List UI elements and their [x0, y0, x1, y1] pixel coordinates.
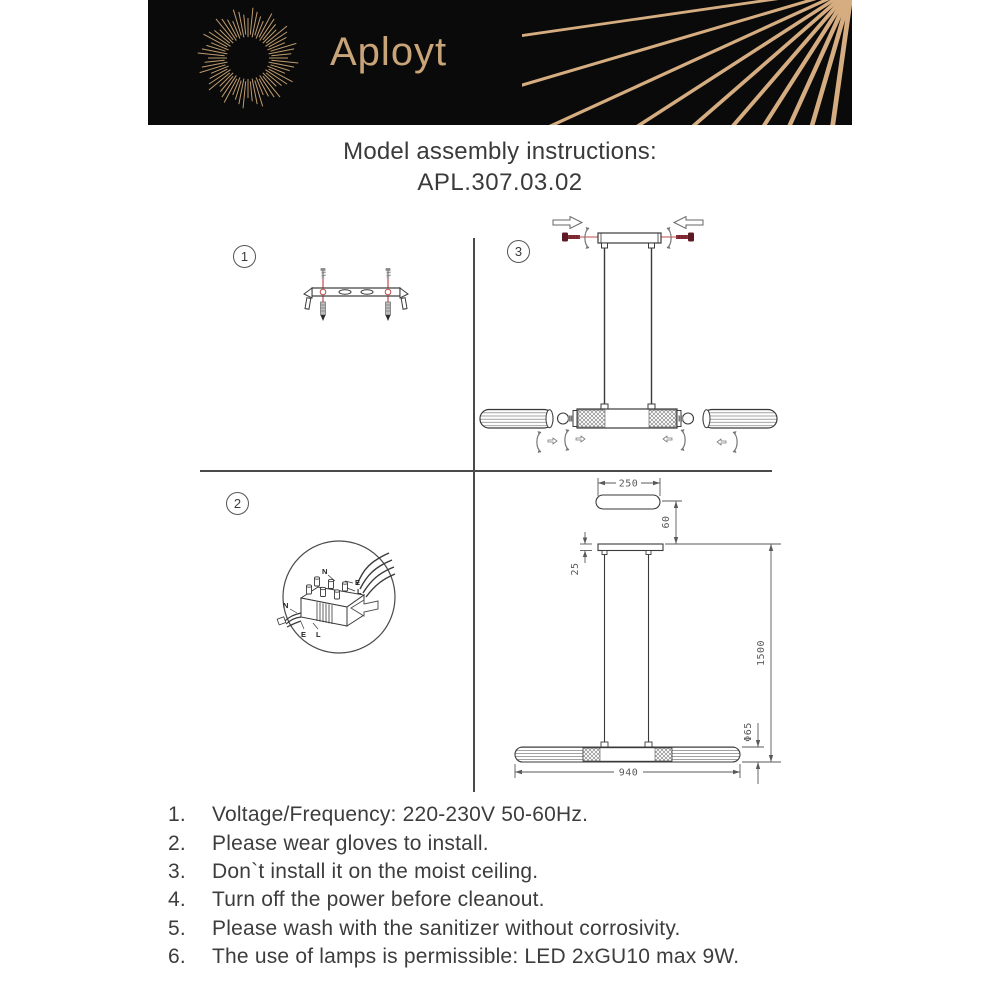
item-number: 1. [168, 803, 186, 827]
step1-mounting-bracket-diagram [300, 258, 420, 330]
right-shade [703, 410, 777, 429]
dim-canopy-offset: 60 [661, 515, 672, 529]
step-1-badge [233, 245, 256, 268]
list-item [160, 801, 880, 829]
rotate-arrow-icon [565, 429, 569, 451]
instruction-list [160, 801, 880, 971]
dimension-arrows [515, 478, 773, 774]
list-item [160, 943, 880, 971]
wire-label-n: N [322, 567, 328, 576]
item-number: 3. [168, 859, 186, 883]
item-number: 6. [168, 945, 186, 969]
left-shade [480, 410, 553, 429]
item-text: Please wash with the sanitizer without corrosivity. [212, 916, 681, 940]
decorative-rays-icon [522, 0, 852, 125]
direction-arrow-icon [717, 439, 726, 445]
rotate-arrow-icon [681, 429, 685, 451]
item-text: Voltage/Frequency: 220-230V 50-60Hz. [212, 803, 589, 827]
rotate-arrow-icon [537, 431, 541, 453]
wire-end-cap [277, 617, 286, 625]
dim-canopy-thickness: 25 [570, 562, 581, 576]
dim-canopy-length: 250 [618, 478, 639, 490]
direction-arrow-icon [576, 436, 585, 442]
push-arrow-left-icon [553, 217, 582, 229]
list-item [160, 858, 880, 886]
rotate-arrow-icon [667, 227, 671, 249]
step-1-number: 1 [240, 249, 249, 264]
wall-anchor-icon [321, 302, 391, 321]
item-number: 2. [168, 831, 186, 855]
step-3-number: 3 [514, 244, 523, 259]
push-arrow-right-icon [674, 217, 703, 229]
item-text: The use of lamps is permissible: LED 2xGU10 max 9W. [212, 945, 740, 969]
screw-icon [321, 268, 392, 279]
step2-wiring-diagram [265, 525, 415, 670]
dimension-drawing [498, 470, 900, 800]
direction-arrow-icon [548, 438, 557, 444]
ceiling-canopy [598, 233, 661, 248]
wire-label-e: E [355, 578, 361, 587]
mounting-bracket [304, 288, 408, 309]
list-item [160, 915, 880, 943]
rotate-arrow-icon [733, 431, 737, 453]
direction-arrow-icon [663, 436, 672, 442]
brand-name: Aployt [330, 30, 448, 74]
title-block [0, 136, 1000, 198]
gu10-bulb-icon [558, 413, 573, 424]
dim-suspension-height: 1500 [756, 639, 767, 667]
sunburst-logo-icon [188, 0, 308, 118]
lamp-side-view [515, 742, 740, 762]
canopy-top-view [596, 495, 660, 509]
model-number: APL.307.03.02 [417, 169, 583, 196]
step3-pendant-assembly-diagram [460, 200, 790, 462]
wire-label-l: L [357, 587, 362, 596]
item-number: 5. [168, 916, 186, 940]
step-2-badge [226, 492, 249, 515]
page-title: Model assembly instructions: [343, 138, 657, 165]
wire-label-e: E [301, 630, 307, 639]
item-text: Don`t install it on the moist ceiling. [212, 859, 539, 883]
step-2-number: 2 [233, 496, 242, 511]
wire-label-n: N [283, 601, 289, 610]
item-number: 4. [168, 888, 186, 912]
wire-label-l: L [316, 630, 321, 639]
dim-overall-length: 940 [618, 767, 639, 779]
list-item [160, 886, 880, 914]
canopy-side-view [598, 544, 663, 555]
rotate-arrow-icon [585, 227, 589, 249]
list-item [160, 829, 880, 857]
brand-banner [148, 0, 852, 125]
dim-shade-diameter: Φ65 [743, 722, 754, 742]
item-text: Turn off the power before cleanout. [212, 888, 545, 912]
lamp-body [573, 404, 681, 428]
item-text: Please wear gloves to install. [212, 831, 489, 855]
